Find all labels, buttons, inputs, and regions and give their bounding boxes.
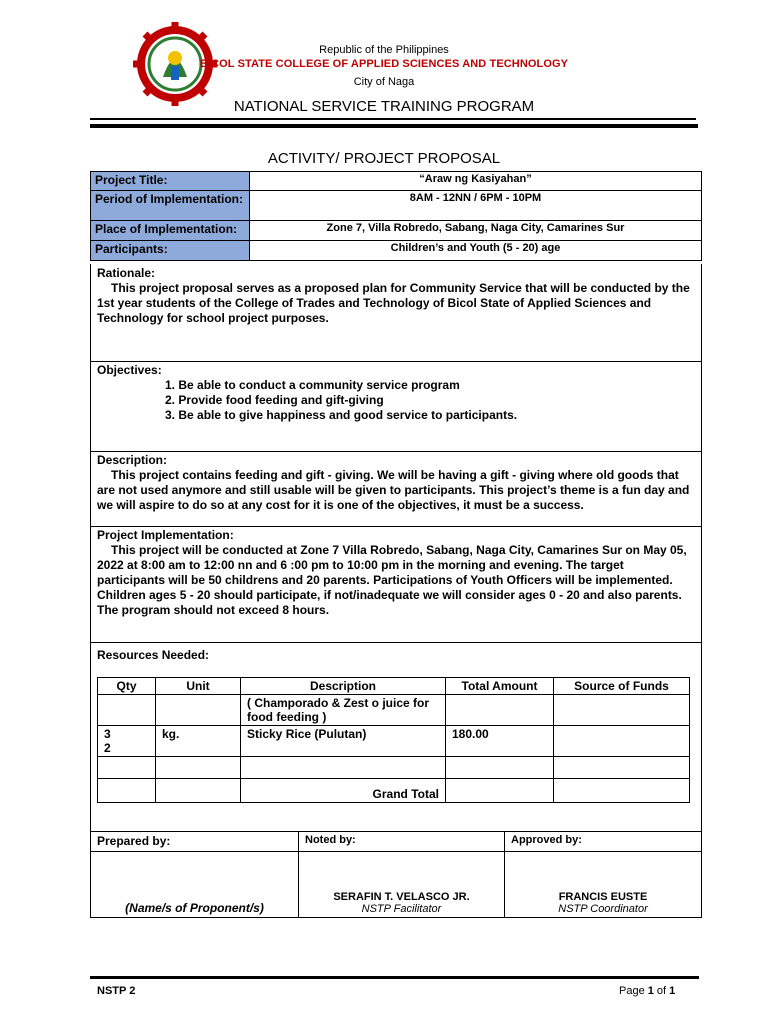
page-current: 1 bbox=[647, 985, 654, 997]
footer-rule bbox=[90, 976, 699, 979]
col-description-header: Description bbox=[241, 678, 446, 695]
participants-value: Children’s and Youth (5 - 20) age bbox=[250, 241, 702, 261]
proponent-name: (Name/s of Proponent/s) bbox=[91, 852, 299, 918]
col-unit-header: Unit bbox=[156, 678, 241, 695]
table-row bbox=[98, 757, 690, 779]
implementation-title: Project Implementation: bbox=[97, 528, 234, 542]
col-source-header: Source of Funds bbox=[554, 678, 690, 695]
description-title: Description: bbox=[97, 453, 168, 467]
project-title-value: “Araw ng Kasiyahan” bbox=[250, 172, 702, 191]
period-label: Period of Implementation: bbox=[91, 191, 250, 221]
col-amount-header: Total Amount bbox=[446, 678, 554, 695]
footer-page-number bbox=[619, 985, 675, 997]
row2-unit: kg. bbox=[156, 726, 241, 757]
rationale-text: This project proposal serves as a proposed plan for Community Service that will be conducted by the 1st year students of the College of Trades and Technology of Bicol State of Applied Sciences and Technology for school project purposes. bbox=[97, 281, 690, 325]
rationale-title: Rationale: bbox=[97, 266, 156, 280]
grand-total-label: Grand Total bbox=[241, 779, 446, 803]
approved-by-label: Approved by: bbox=[505, 832, 702, 852]
approved-by-name: FRANCIS EUSTE bbox=[558, 891, 648, 903]
implementation-text: This project will be conducted at Zone 7 Villa Robredo, Sabang, Naga City, Camarines Sur on May 05, 2022 at 8:00 am to 12:00 nn and 6 :00 pm to 10:00 pm in the morning and evening. The target participants will be 50 childrens and 20 parents. Participations of Youth Officers will be implemented. Children ages 5 - 20 should participate, if not/inadequate we will consider ages 0 - 20 and also parents. The program should not exceed 8 hours. bbox=[97, 543, 687, 617]
republic-text: Republic of the Philippines bbox=[319, 44, 449, 56]
city-text: City of Naga bbox=[353, 76, 415, 88]
place-value: Zone 7, Villa Robredo, Sabang, Naga City, Camarines Sur bbox=[250, 221, 702, 241]
noted-by-name: SERAFIN T. VELASCO JR. bbox=[333, 891, 470, 903]
implementation-section bbox=[90, 526, 702, 643]
participants-label: Participants: bbox=[91, 241, 250, 261]
approved-by-role: NSTP Coordinator bbox=[558, 903, 648, 915]
period-value: 8AM - 12NN / 6PM - 10PM bbox=[250, 191, 702, 221]
objective-item: 2. Provide food feeding and gift-giving bbox=[165, 393, 384, 407]
place-label: Place of Implementation: bbox=[91, 221, 250, 241]
table-row bbox=[98, 779, 690, 803]
description-text: This project contains feeding and gift - giving. We will be having a gift - giving where old goods that are not used anymore and still usable will be given to participants. This project’s theme is a fun day and we will aspire to do so at any cost for it is one of the objectives, it must be a success. bbox=[97, 468, 690, 512]
header-rule-thick bbox=[90, 124, 698, 128]
row2-description: Sticky Rice (Pulutan) bbox=[241, 726, 446, 757]
approved-by-block bbox=[505, 852, 702, 918]
project-title-label: Project Title: bbox=[91, 172, 250, 191]
page-of: of bbox=[653, 985, 670, 997]
row2-qty: 3 2 bbox=[98, 726, 156, 757]
document-title: ACTIVITY/ PROJECT PROPOSAL bbox=[267, 150, 501, 167]
signature-table bbox=[90, 831, 702, 918]
page-total: 1 bbox=[669, 985, 676, 997]
objectives-section bbox=[90, 361, 702, 452]
table-row bbox=[98, 726, 690, 757]
rationale-section bbox=[90, 264, 702, 362]
resources-title: Resources Needed: bbox=[97, 648, 210, 662]
objectives-title: Objectives: bbox=[97, 363, 162, 377]
noted-by-block bbox=[299, 852, 505, 918]
row1-description: ( Champorado & Zest o juice for food feeding ) bbox=[241, 695, 446, 726]
objective-item: 3. Be able to give happiness and good service to participants. bbox=[165, 408, 518, 422]
col-qty-header: Qty bbox=[98, 678, 156, 695]
program-title: NATIONAL SERVICE TRAINING PROGRAM bbox=[233, 98, 535, 115]
resources-table bbox=[97, 677, 690, 803]
noted-by-label: Noted by: bbox=[299, 832, 505, 852]
objectives-list bbox=[165, 378, 695, 423]
page-prefix: Page bbox=[619, 985, 648, 997]
description-section bbox=[90, 451, 702, 527]
footer-course: NSTP 2 bbox=[97, 985, 136, 997]
objective-item: 1. Be able to conduct a community service program bbox=[165, 378, 460, 392]
project-info-table bbox=[90, 171, 702, 261]
college-name: BICOL STATE COLLEGE OF APPLIED SCIENCES AND TECHNOLOGY bbox=[199, 58, 569, 70]
noted-by-role: NSTP Facilitator bbox=[361, 903, 442, 915]
header-rule-thin bbox=[90, 118, 696, 120]
row2-amount: 180.00 bbox=[446, 726, 554, 757]
prepared-by-label: Prepared by: bbox=[91, 832, 299, 852]
table-row bbox=[98, 695, 690, 726]
